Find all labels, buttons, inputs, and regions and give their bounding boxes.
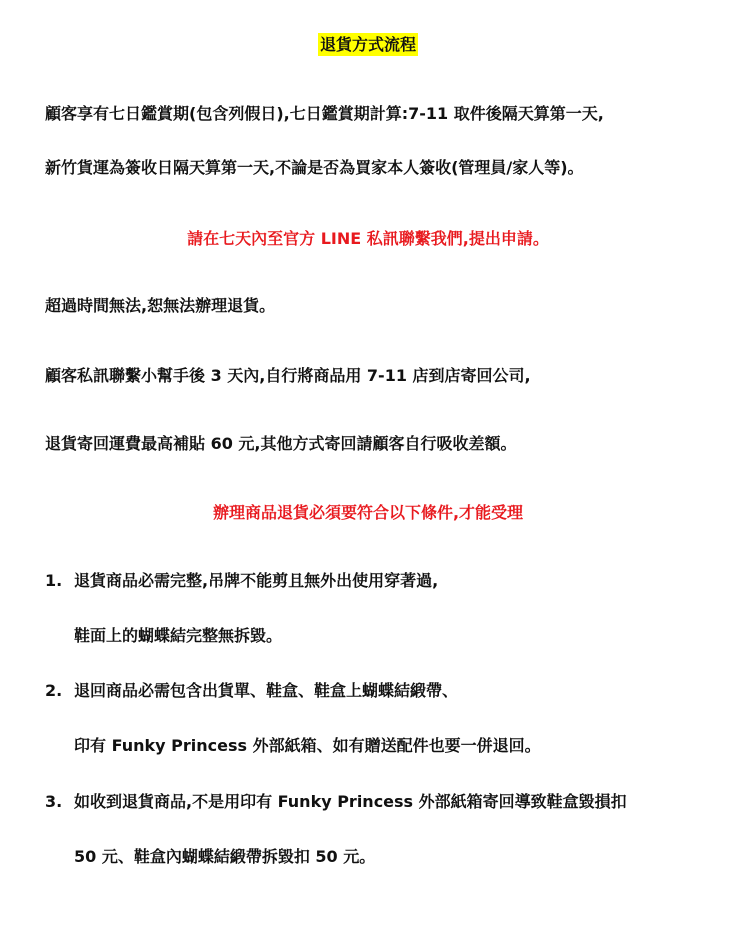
- conditions-heading: 辦理商品退貨必須要符合以下條件,才能受理: [212, 503, 524, 522]
- paragraph-shipping-subsidy: 退貨寄回運費最高補貼 60 元,其他方式寄回請顧客自行吸收差額。: [45, 434, 517, 453]
- notice-line-contact: 請在七天內至官方 LINE 私訊聯繫我們,提出申請。: [187, 229, 549, 248]
- condition-number: 1.: [45, 571, 63, 590]
- paragraph-return-method: 顧客私訊聯繫小幫手後 3 天內,自行將商品用 7-11 店到店寄回公司,: [45, 366, 531, 385]
- condition-line-2: 印有 Funky Princess 外部紙箱、如有贈送配件也要一併退回。: [74, 736, 541, 755]
- condition-number: 2.: [45, 681, 63, 700]
- paragraph-overdue: 超過時間無法,恕無法辦理退貨。: [45, 296, 276, 315]
- condition-line-1: 退貨商品必需完整,吊牌不能剪且無外出使用穿著過,: [74, 571, 439, 590]
- condition-number: 3.: [45, 792, 63, 811]
- page-title-text: 退貨方式流程: [319, 35, 416, 54]
- paragraph-appreciation-period: 顧客享有七日鑑賞期(包含列假日),七日鑑賞期計算:7-11 取件後隔天算第一天,: [45, 104, 604, 123]
- paragraph-hsinchu-delivery: 新竹貨運為簽收日隔天算第一天,不論是否為買家本人簽收(管理員/家人等)。: [45, 158, 584, 177]
- page-title: [0, 34, 736, 56]
- condition-line-1: 如收到退貨商品,不是用印有 Funky Princess 外部紙箱寄回導致鞋盒毀損扣: [74, 792, 627, 811]
- condition-line-2: 50 元、鞋盒內蝴蝶結緞帶拆毀扣 50 元。: [74, 847, 376, 866]
- condition-line-1: 退回商品必需包含出貨單、鞋盒、鞋盒上蝴蝶結緞帶、: [74, 681, 459, 700]
- condition-line-2: 鞋面上的蝴蝶結完整無拆毀。: [74, 626, 283, 645]
